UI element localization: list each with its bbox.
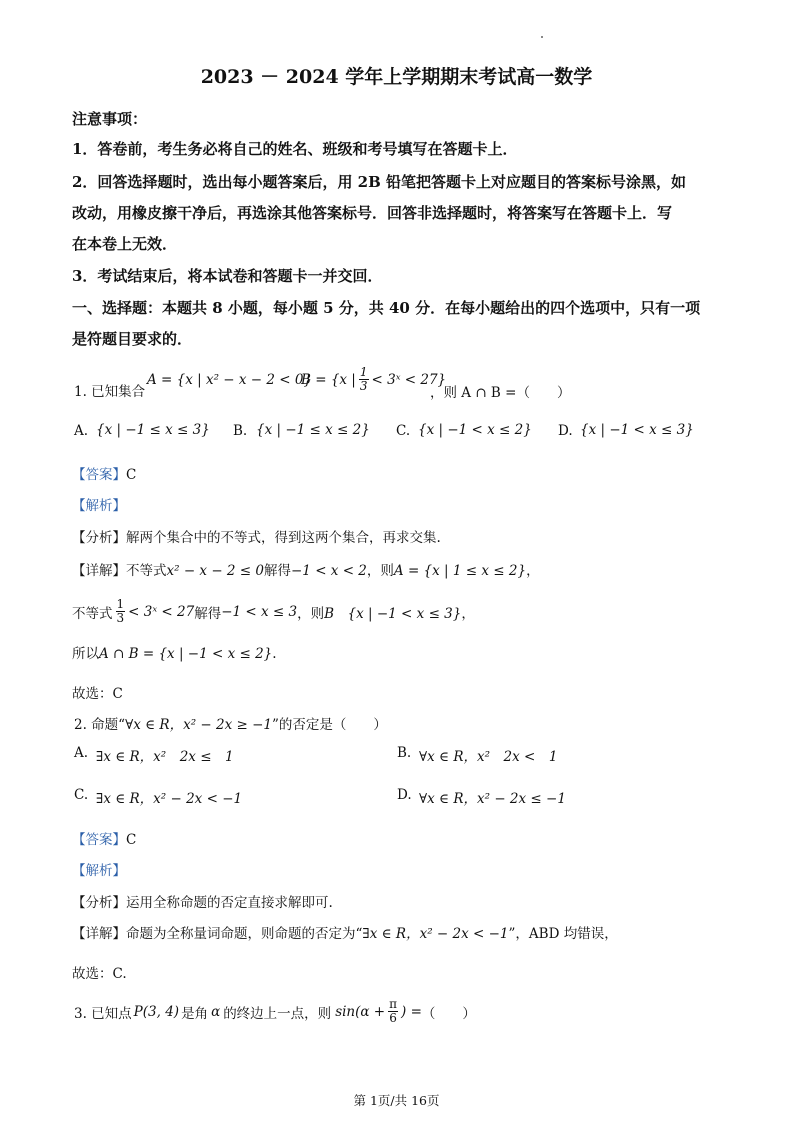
scan-dot (541, 36, 543, 38)
q1-detail1-math-2: −1 < x < 2 (291, 563, 367, 579)
q2-stem (74, 713, 387, 733)
q1-detail1-text-c: ，则 (366, 563, 394, 579)
q3-stem (74, 998, 476, 1025)
notice-item-2-line-3: 在本卷上无效． (72, 235, 178, 253)
q1-detail3-text-b: . (272, 646, 277, 662)
q1-answer-tag: 【答案】 (72, 467, 126, 483)
q1-detail2-math-1: < 3ˣ < 27 (128, 603, 195, 620)
q1-detail2-math-2: −1 < x ≤ 3 (221, 603, 298, 620)
q2-prefix: 2. 命题“ (74, 717, 126, 733)
section-heading-line-1: 一、选择题：本题共 8 小题，每小题 5 分，共 40 分．在每小题给出的四个选项中，只有一项 (72, 299, 701, 317)
q1-detail-tag: 【详解】 (72, 563, 126, 579)
q1-frac-denominator: 3 (359, 379, 368, 393)
q2-option-d: ∀x ∈ R，x² − 2x ≤ −1 (419, 791, 566, 807)
q2-answer (72, 828, 136, 848)
q1-detail2-frac-numerator: 1 (116, 597, 125, 611)
q2-option-c-label: C. (74, 787, 89, 803)
q1-set-b-right: < 3ˣ < 27} (371, 371, 447, 388)
q1-detail2-text-b: 解得 (194, 605, 222, 622)
q1-option-a-label: A. (74, 423, 89, 439)
q1-option-d: {x | −1 < x ≤ 3} (580, 422, 694, 438)
q2-fenxi-tag: 【分析】 (72, 895, 126, 911)
q1-detail1-math-3: A = {x | 1 ≤ x ≤ 2} (393, 563, 527, 579)
notice-item-2-line-1: 2．回答选择题时，选出每小题答案后，用 2B 铅笔把答题卡上对应题目的答案标号涂黑，如 (72, 173, 687, 191)
notice-item-2-line-2: 改动，用橡皮擦干净后，再选涂其他答案标号．回答非选择题时，将答案写在答题卡上．写 (72, 204, 673, 222)
q3-mid: 是角 (181, 1005, 209, 1022)
q1-conclusion: 故选：C (72, 686, 123, 702)
q1-detail-line-2 (72, 598, 475, 625)
q2-fenxi (72, 891, 333, 911)
q1-option-d-label: D. (558, 423, 573, 439)
q3-frac-denominator: 6 (389, 1011, 397, 1025)
q1-detail1-text-d: ， (526, 563, 540, 579)
q1-set-b (301, 366, 446, 393)
q2-option-b: ∀x ∈ R，x² 2x < 1 (419, 749, 558, 765)
q1-detail1-text-b: 解得 (264, 563, 291, 579)
page-footer: 第 1页/共 16页 (353, 1093, 440, 1108)
q1-option-c-label: C. (396, 423, 411, 439)
q1-option-a: {x | −1 ≤ x ≤ 3} (96, 422, 210, 438)
q2-suffix: ”的否定是（ ） (272, 717, 387, 733)
q1-option-b: {x | −1 ≤ x ≤ 2} (256, 422, 370, 438)
q1-detail2-text-a: 不等式 (72, 605, 113, 622)
q1-detail2-text-c: ，则 (297, 605, 325, 622)
q3-alpha: α (211, 1003, 221, 1020)
q3-mid2: 的终边上一点，则 (223, 1005, 332, 1022)
q1-set-b-left: B = {x | (301, 371, 356, 388)
q1-detail-line-3 (72, 642, 277, 662)
q2-detail-math: ∃x ∈ R，x² − 2x < −1 (362, 926, 509, 942)
page-title: 2023 － 2024 学年上学期期末考试高一数学 (200, 66, 593, 88)
q3-expr-left: sin(α + (335, 1003, 386, 1020)
q3-point: P(3, 4) (133, 1003, 180, 1020)
q1-frac-numerator: 1 (359, 365, 368, 379)
section-heading-line-2: 是符题目要求的． (72, 330, 193, 348)
q2-detail-text-b: ”，ABD 均错误， (508, 926, 618, 942)
q1-option-c: {x | −1 < x ≤ 2} (418, 422, 532, 438)
q2-detail-text-a: 命题为全称量词命题，则命题的否定为“ (126, 926, 363, 942)
q1-set-b-fraction (359, 366, 369, 393)
q1-answer-value: C (126, 467, 137, 483)
notice-item-1: 1．答卷前，考生务必将自己的姓名、班级和考号填写在答题卡上． (72, 140, 518, 158)
q2-option-d-label: D. (397, 787, 412, 803)
q2-conclusion: 故选：C. (72, 966, 127, 982)
q1-detail2-fraction (116, 598, 126, 625)
q3-suffix: （ ） (421, 1005, 476, 1022)
q1-prefix: 1. 已知集合 (74, 384, 146, 400)
q2-fenxi-text: 运用全称命题的否定直接求解即可. (126, 895, 333, 911)
q1-fenxi (72, 526, 441, 546)
notice-item-3: 3．考试结束后，将本试卷和答题卡一并交回． (72, 267, 383, 285)
q1-detail3-text-a: 所以 (72, 646, 99, 662)
q1-detail1-text-a: 不等式 (126, 563, 167, 579)
q2-answer-tag: 【答案】 (72, 832, 126, 848)
notice-heading: 注意事项： (72, 110, 148, 128)
q3-fraction (388, 998, 398, 1025)
q1-detail1-math-1: x² − x − 2 ≤ 0 (166, 563, 264, 579)
q1-detail2-text-d: ， (461, 605, 475, 622)
q3-frac-numerator: π (389, 997, 398, 1011)
q1-detail2-frac-denominator: 3 (116, 611, 125, 625)
q2-detail-tag: 【详解】 (72, 926, 126, 942)
q2-statement: ∀x ∈ R，x² − 2x ≥ −1 (125, 717, 272, 733)
q2-option-a: ∃x ∈ R，x² 2x ≤ 1 (96, 749, 234, 765)
q3-expr-right: ) = (401, 1003, 422, 1020)
q1-detail3-math-1: A ∩ B = {x | −1 < x ≤ 2} (99, 646, 273, 662)
q2-option-a-label: A. (74, 745, 89, 761)
q2-option-b-label: B. (397, 745, 412, 761)
q1-suffix: ，则 A ∩ B =（ ） (430, 385, 571, 401)
q1-analysis-tag: 【解析】 (72, 498, 126, 514)
q2-analysis-tag: 【解析】 (72, 863, 126, 879)
q2-detail (72, 922, 618, 942)
q3-prefix: 3. 已知点 (74, 1005, 132, 1022)
q1-option-b-label: B. (233, 423, 248, 439)
q1-fenxi-text: 解两个集合中的不等式，得到这两个集合，再求交集. (126, 530, 441, 546)
q2-answer-value: C (126, 832, 137, 848)
q1-set-a: A = {x | x² − x − 2 < 0} (147, 372, 313, 388)
q1-detail-line-1 (72, 559, 540, 579)
q1-answer (72, 463, 136, 483)
q1-detail2-math-3: B {x | −1 < x ≤ 3} (324, 605, 462, 622)
q2-option-c: ∃x ∈ R，x² − 2x < −1 (96, 791, 243, 807)
q1-fenxi-tag: 【分析】 (72, 530, 126, 546)
